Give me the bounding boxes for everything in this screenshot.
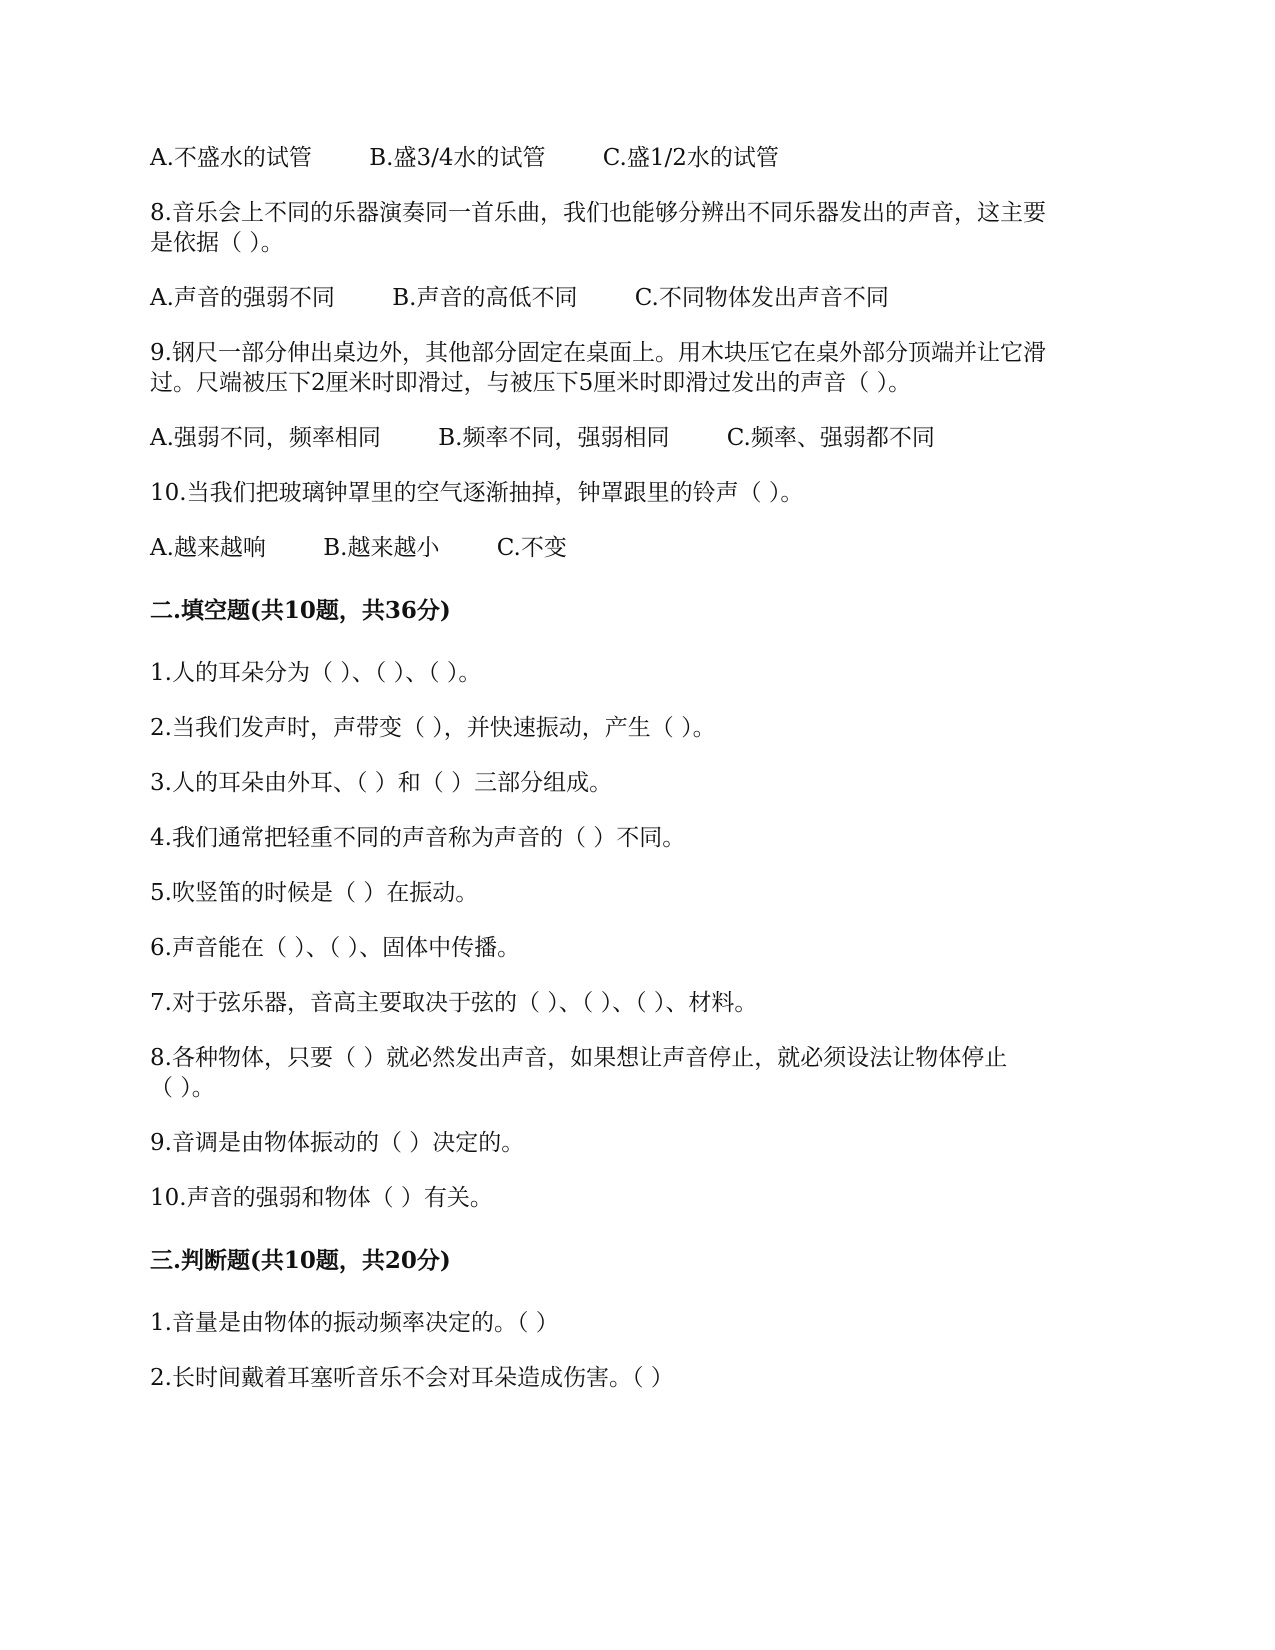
q8-option-c: C.不同物体发出声音不同 <box>634 285 889 311</box>
part3-q1: 1.音量是由物体的振动频率决定的。（ ） <box>150 1310 559 1336</box>
part1-q10-options <box>150 533 567 563</box>
part1-q10: 10.当我们把玻璃钟罩里的空气逐渐抽掉，钟罩跟里的铃声（ ）。 <box>150 480 804 506</box>
q7-option-a: A.不盛水的试管 <box>150 145 312 171</box>
q8-option-b: B.声音的高低不同 <box>392 285 578 311</box>
part1-q9-line1: 9.钢尺一部分伸出桌边外，其他部分固定在桌面上。用木块压它在桌外部分顶端并让它滑 <box>150 340 1046 366</box>
q10-option-b: B.越来越小 <box>323 535 440 561</box>
q7-option-b: B.盛3/4水的试管 <box>369 145 546 171</box>
q10-option-c: C.不变 <box>496 535 567 561</box>
part2-q8-line1: 8.各种物体，只要（ ）就必然发出声音，如果想让声音停止，就必须设法让物体停止 <box>150 1045 1008 1071</box>
part1-q8-line1: 8.音乐会上不同的乐器演奏同一首乐曲，我们也能够分辨出不同乐器发出的声音，这主要 <box>150 200 1046 226</box>
part2-q6: 6.声音能在（ ）、（ ）、固体中传播。 <box>150 935 521 961</box>
part1-q8-line2: 是依据（ ）。 <box>150 230 284 256</box>
q8-option-a: A.声音的强弱不同 <box>150 285 335 311</box>
part2-q9: 9.音调是由物体振动的（ ）决定的。 <box>150 1130 525 1156</box>
part1-q9-options <box>150 423 935 453</box>
part2-heading: 二.填空题(共10题，共36分) <box>150 597 451 624</box>
part2-q7: 7.对于弦乐器，音高主要取决于弦的（ ）、（ ）、（ ）、材料。 <box>150 990 758 1016</box>
q10-option-a: A.越来越响 <box>150 535 266 561</box>
q9-option-a: A.强弱不同，频率相同 <box>150 425 381 451</box>
part3-heading: 三.判断题(共10题，共20分) <box>150 1247 451 1274</box>
q9-option-b: B.频率不同，强弱相同 <box>438 425 670 451</box>
part1-q7-options <box>150 143 779 173</box>
part2-q2: 2.当我们发声时，声带变（ ），并快速振动，产生（ ）。 <box>150 715 716 741</box>
q9-option-c: C.频率、强弱都不同 <box>726 425 935 451</box>
part1-q9-line2: 过。尺端被压下2厘米时即滑过，与被压下5厘米时即滑过发出的声音（ ）。 <box>150 370 912 396</box>
part2-q3: 3.人的耳朵由外耳、（ ）和（ ）三部分组成。 <box>150 770 613 796</box>
part2-q1: 1.人的耳朵分为（ ）、（ ）、（ ）。 <box>150 660 482 686</box>
part2-q4: 4.我们通常把轻重不同的声音称为声音的（ ）不同。 <box>150 825 686 851</box>
q7-option-c: C.盛1/2水的试管 <box>602 145 779 171</box>
part2-q5: 5.吹竖笛的时候是（ ）在振动。 <box>150 880 479 906</box>
part3-q2: 2.长时间戴着耳塞听音乐不会对耳朵造成伤害。（ ） <box>150 1365 674 1391</box>
part2-q8-line2: （ ）。 <box>150 1075 215 1101</box>
part1-q8-options <box>150 283 889 313</box>
part2-q10: 10.声音的强弱和物体（ ）有关。 <box>150 1185 493 1211</box>
